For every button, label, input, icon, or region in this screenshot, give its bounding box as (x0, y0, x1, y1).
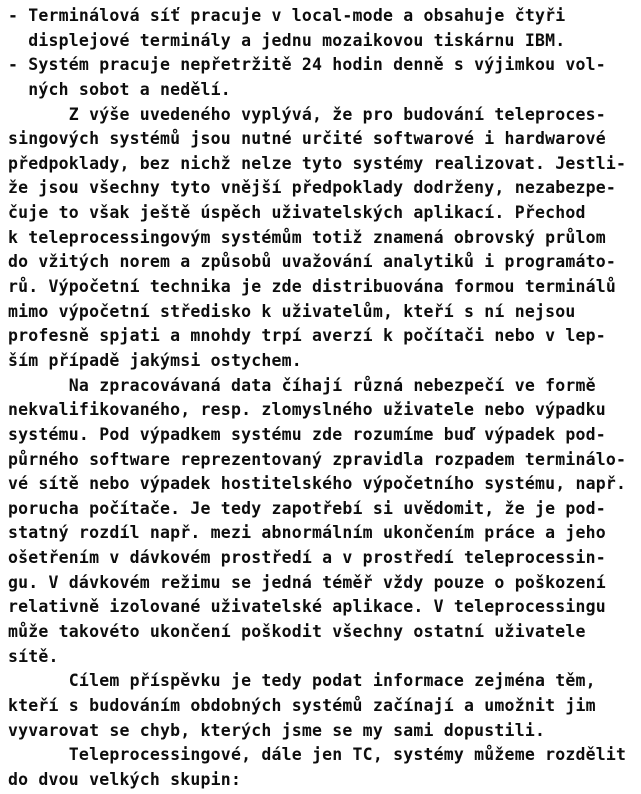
text-line: Na zpracovávaná data číhají různá nebezpečí ve formě (8, 375, 596, 395)
text-line: singových systémů jsou nutné určité softwarové i hardwarové (8, 129, 606, 149)
text-line: k teleprocessingovým systémům totiž znamená obrovský průlom (8, 227, 606, 247)
text-line: kteří s budováním obdobných systémů začínají a umožnit jim (8, 695, 596, 715)
text-line: - Systém pracuje nepřetržitě 24 hodin denně s výjimkou vol- (8, 55, 606, 75)
text-line: displejové terminály a jednu mozaikovou tiskárnu IBM. (8, 30, 566, 50)
text-line: půrného software reprezentovaný zpravidla rozpadem terminálo- (8, 449, 627, 469)
text-line: vyvarovat se chyb, kterých jsme se my sami dopustili. (8, 720, 546, 740)
text-line: vé sítě nebo výpadek hostitelského výpočetního systému, např. (8, 474, 627, 494)
text-line: statný rozdíl např. mezi abnormálním ukončením práce a jeho (8, 523, 606, 543)
text-line: mimo výpočetní středisko k uživatelům, kteří s ní nejsou (8, 301, 576, 321)
text-line: profesně spjati a mnohdy trpí averzí k počítači nebo v lep- (8, 326, 606, 346)
text-line: gu. V dávkovém režimu se jedná téměř vždy pouze o poškození (8, 572, 606, 592)
text-line: sítě. (8, 646, 59, 666)
text-line: do vžitých norem a způsobů uvažování analytiků i programáto- (8, 252, 617, 272)
text-line: ných sobot a nedělí. (8, 79, 231, 99)
text-line: ším případě jakýmsi ostychem. (8, 350, 302, 370)
text-line: - Terminálová síť pracuje v local-mode a obsahuje čtyři (8, 6, 566, 25)
text-line: že jsou všechny tyto vnější předpoklady dodrženy, nezabezpe- (8, 178, 617, 198)
text-line: nekvalifikovaného, resp. zlomyslného uživatele nebo výpadku (8, 400, 606, 420)
text-line: relativně izolované uživatelské aplikace. V teleprocessingu (8, 597, 606, 617)
text-line: do dvou velkých skupin: (8, 769, 242, 789)
text-line: předpoklady, bez nichž nelze tyto systémy realizovat. Jestli- (8, 153, 627, 173)
text-line: ošetřením v dávkovém prostředí a v prostředí teleprocessin- (8, 548, 606, 568)
text-line: rů. Výpočetní technika je zde distribuována formou terminálů (8, 277, 617, 297)
text-line: čuje to však ještě úspěch uživatelských aplikací. Přechod (8, 203, 586, 223)
text-line: Cílem příspěvku je tedy podat informace zejména těm, (8, 671, 596, 691)
text-line: Teleprocessingové, dále jen TC, systémy můžeme rozdělit (8, 745, 627, 765)
document-body (8, 4, 635, 793)
text-line: systému. Pod výpadkem systému zde rozumíme buď výpadek pod- (8, 424, 606, 444)
text-line: porucha počítače. Je tedy zapotřebí si uvědomit, že je pod- (8, 498, 606, 518)
text-line: Z výše uvedeného vyplývá, že pro budování teleproces- (8, 104, 606, 124)
text-line: může takovéto ukončení poškodit všechny ostatní uživatele (8, 622, 586, 642)
